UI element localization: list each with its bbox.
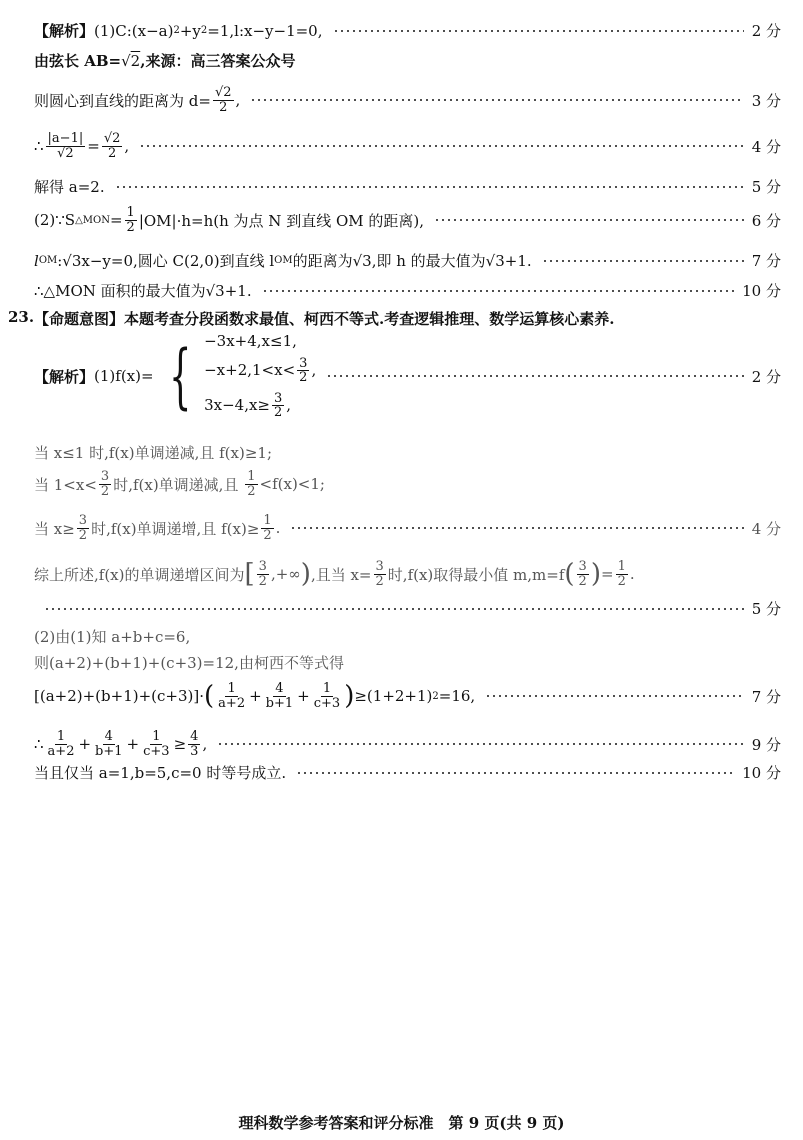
- superscript: 2: [173, 25, 180, 36]
- denominator: 2: [78, 527, 88, 543]
- numerator: 3: [274, 390, 283, 406]
- right-paren: ): [344, 681, 355, 712]
- superscript: 2: [200, 25, 208, 36]
- score: 2 分: [751, 22, 781, 40]
- fraction: [213, 86, 234, 114]
- denominator: a+2: [47, 743, 75, 759]
- line-text: l: [34, 251, 39, 270]
- q23-line-7: [34, 598, 781, 619]
- leader-dots: [250, 99, 743, 101]
- score: 4 分: [751, 137, 781, 156]
- line-text: .: [275, 519, 281, 538]
- line-text: =16,: [438, 687, 476, 706]
- numerator: 3: [375, 559, 384, 574]
- fraction: [46, 132, 86, 160]
- fraction: [312, 682, 342, 710]
- numerator: 1: [263, 513, 272, 528]
- line-text: ,: [124, 137, 130, 156]
- fraction: [261, 514, 273, 542]
- line-text: 则(a+2)+(b+1)+(c+3)=12,由柯西不等式得: [34, 654, 344, 672]
- numerator: |a−1|: [47, 131, 84, 146]
- line-text: 3x−4,x≥: [204, 395, 271, 414]
- q22-line-8: [34, 280, 781, 301]
- score: 7 分: [751, 687, 781, 706]
- fraction: [264, 682, 296, 710]
- fraction: [102, 132, 123, 160]
- denominator: 2: [617, 573, 626, 589]
- case-2: [204, 357, 316, 385]
- q23-line-12: [34, 762, 781, 783]
- q22-line-5: [34, 176, 781, 197]
- q22-line-2: [34, 50, 295, 71]
- q23-line-11: ∴ $\frac{1}{a+2}$ + $\frac{4}{b+1}$ + $\frac{1}{c+3}$ ≥ $\frac{4}{3}$ , 9 分: [34, 729, 781, 759]
- cases: [204, 332, 316, 420]
- fraction: [257, 560, 269, 588]
- numerator: 1: [56, 729, 66, 744]
- line-text: ,来源：高三答案公众号: [140, 52, 296, 70]
- denominator: c+3: [143, 743, 170, 759]
- score: 5 分: [751, 600, 781, 618]
- fraction: [616, 560, 628, 588]
- leader-dots: [262, 290, 735, 292]
- numerator: 3: [258, 559, 267, 574]
- leader-dots: [485, 695, 743, 697]
- fraction: [188, 730, 200, 758]
- line-text: 时,f(x)单调递增,且 f(x)≥: [91, 519, 260, 538]
- q23-line-5: [34, 514, 781, 542]
- case-1: −3x+4,x≤1,: [204, 332, 297, 350]
- q22-line-7: [34, 250, 781, 271]
- radicand: 2: [130, 51, 141, 70]
- denominator: 2: [299, 370, 308, 386]
- interval-end: ,+∞: [270, 565, 301, 584]
- q22-line-1: [34, 20, 781, 41]
- line-text: ,: [286, 395, 292, 414]
- line-text: (1)C:(x−a): [94, 21, 174, 40]
- leader-dots: [139, 145, 744, 147]
- denominator: 2: [258, 573, 267, 589]
- q23-line-9: [34, 652, 344, 673]
- equals-sign: =: [109, 211, 123, 230]
- line-text: =1,l:x−y−1=0,: [207, 21, 323, 40]
- therefore-symbol: ∴: [34, 137, 44, 156]
- score: 10 分: [742, 282, 781, 300]
- denominator: 2: [100, 483, 110, 499]
- q22-line-4: [34, 132, 781, 160]
- analysis-label: 【解析】: [34, 22, 95, 40]
- score: 6 分: [751, 211, 781, 230]
- fraction: [46, 730, 77, 758]
- left-paren: (: [564, 559, 575, 590]
- numerator: √2: [214, 85, 232, 100]
- q23-line-8: [34, 626, 190, 647]
- numerator: 1: [617, 559, 626, 574]
- fraction: [577, 560, 589, 588]
- numerator: 1: [126, 205, 135, 220]
- line-text: (2)由(1)知 a+b+c=6,: [34, 628, 191, 646]
- leader-dots: [44, 608, 744, 610]
- denominator: 2: [274, 405, 283, 421]
- numerator: 1: [322, 681, 332, 696]
- line-text: −x+2,1<x<: [204, 360, 296, 379]
- line-text: 时,f(x)单调递减,且: [113, 475, 244, 494]
- q23-line-4: [34, 470, 325, 498]
- score: 9 分: [751, 735, 781, 754]
- leader-dots: [290, 527, 743, 529]
- line-text: <f(x)<1;: [259, 475, 325, 494]
- fraction: [141, 730, 171, 758]
- numerator: 1: [152, 729, 161, 744]
- fraction: [99, 470, 111, 498]
- line-text: (2)∵S: [34, 211, 76, 230]
- leader-dots: [333, 30, 744, 32]
- line-text: .: [629, 565, 635, 584]
- denominator: b+1: [95, 743, 123, 759]
- subscript: △MON: [75, 214, 110, 226]
- superscript: 2: [432, 690, 439, 702]
- q22-line-6: [34, 206, 781, 234]
- score: 7 分: [751, 252, 781, 270]
- q23-line-10: [(a+2)+(b+1)+(c+3)]· ( $\frac{1}{a+2}$ + $\frac{4}{b+1}$ + $\frac{1}{c+3}$ ) ≥(1+2+1) 2 =16, 7 分: [34, 681, 781, 712]
- line-text: =: [600, 565, 614, 584]
- line-text: 的距离为√3,即 h 的最大值为√3+1.: [292, 252, 532, 270]
- piecewise-function: [154, 332, 317, 420]
- numerator: 4: [190, 729, 199, 744]
- sqrt-sign: √: [121, 51, 131, 70]
- line-text: 当 1<x<: [34, 475, 97, 494]
- question-number: 23.: [8, 308, 35, 326]
- line-text: 本题考查分段函数求最值、柯西不等式.考查逻辑推理、数学运算核心素养.: [124, 310, 615, 328]
- line-text: (1)f(x)=: [94, 367, 154, 385]
- numerator: 3: [299, 355, 308, 371]
- denominator: 2: [578, 573, 587, 589]
- q23-line-2: [34, 332, 781, 420]
- intent-label: 【命题意图】: [34, 310, 125, 328]
- fraction: [125, 206, 137, 234]
- left-bracket: [: [244, 559, 255, 590]
- line-text: ≥(1+2+1): [354, 687, 433, 706]
- line-text: ,: [202, 735, 208, 754]
- q22-line-3: [34, 86, 781, 114]
- fraction: [245, 470, 257, 498]
- leader-dots: [542, 260, 744, 262]
- numerator: 1: [247, 469, 256, 484]
- q23-line-1: [34, 308, 614, 329]
- line-text: +y: [179, 21, 201, 40]
- score: 5 分: [751, 178, 781, 196]
- fraction: [272, 392, 284, 420]
- leader-dots: [115, 186, 744, 188]
- fraction: [374, 560, 386, 588]
- line-text: 则圆心到直线的距离为 d=: [34, 91, 211, 110]
- therefore-symbol: ∴: [34, 735, 44, 754]
- line-text: ,且当 x=: [310, 565, 372, 584]
- score: 2 分: [751, 367, 781, 386]
- denominator: √2: [57, 145, 74, 161]
- line-text: 综上所述,f(x)的单调递增区间为: [34, 565, 245, 584]
- fraction: [77, 514, 89, 542]
- line-text: ,: [311, 360, 317, 379]
- denominator: 2: [107, 145, 117, 161]
- equals-sign: =: [87, 137, 100, 156]
- analysis-label: 【解析】: [34, 367, 95, 386]
- denominator: 2: [219, 99, 228, 115]
- line-text: ∴△MON 面积的最大值为√3+1.: [34, 282, 252, 300]
- line-text: 当 x≤1 时,f(x)单调递减,且 f(x)≥1;: [34, 444, 273, 462]
- left-paren: (: [204, 681, 215, 712]
- fraction: [93, 730, 125, 758]
- inequality-sign: ≥: [173, 735, 187, 754]
- right-paren: ): [300, 559, 311, 590]
- leader-dots: [217, 743, 743, 745]
- q23-line-6: [34, 560, 635, 588]
- denominator: 2: [263, 527, 272, 543]
- denominator: 2: [247, 483, 256, 499]
- fraction: [216, 682, 247, 710]
- line-text: ,: [235, 91, 241, 110]
- leader-dots: [296, 772, 734, 774]
- line-text: 时,f(x)取得最小值 m,m=f: [387, 565, 565, 584]
- score: 10 分: [742, 764, 781, 782]
- line-text: |OM|·h=h(h 为点 N 到直线 OM 的距离),: [138, 211, 425, 230]
- line-text: 解得 a=2.: [34, 178, 105, 196]
- case-3: [204, 392, 316, 420]
- denominator: b+1: [265, 695, 294, 711]
- numerator: 3: [78, 513, 88, 528]
- left-brace: {: [168, 335, 191, 417]
- score: 3 分: [751, 91, 781, 110]
- line-text: [(a+2)+(b+1)+(c+3)]·: [34, 687, 205, 706]
- numerator: 3: [100, 469, 110, 484]
- line-text: 由弦长 AB=: [34, 52, 122, 70]
- q23-line-3: [34, 442, 272, 463]
- score: 4 分: [751, 519, 781, 538]
- subscript: OM: [38, 255, 58, 266]
- numerator: 4: [275, 681, 284, 696]
- denominator: 2: [126, 219, 135, 235]
- page-footer: 理科数学参考答案和评分标准 第 9 页(共 9 页): [238, 1114, 565, 1132]
- numerator: 4: [104, 729, 113, 744]
- numerator: √2: [103, 131, 121, 146]
- denominator: 3: [190, 743, 199, 759]
- denominator: a+2: [218, 695, 246, 711]
- line-text: 当 x≥: [34, 519, 75, 538]
- numerator: 1: [227, 681, 236, 696]
- fraction: [297, 357, 309, 385]
- leader-dots: [434, 219, 744, 221]
- denominator: c+3: [313, 695, 341, 711]
- line-text: 当且仅当 a=1,b=5,c=0 时等号成立.: [34, 764, 287, 782]
- numerator: 3: [578, 559, 587, 574]
- right-paren: ): [590, 559, 601, 590]
- line-text: :√3x−y=0,圆心 C(2,0)到直线 l: [57, 252, 275, 270]
- leader-dots: [326, 375, 743, 377]
- subscript: OM: [274, 255, 293, 266]
- denominator: 2: [375, 573, 384, 589]
